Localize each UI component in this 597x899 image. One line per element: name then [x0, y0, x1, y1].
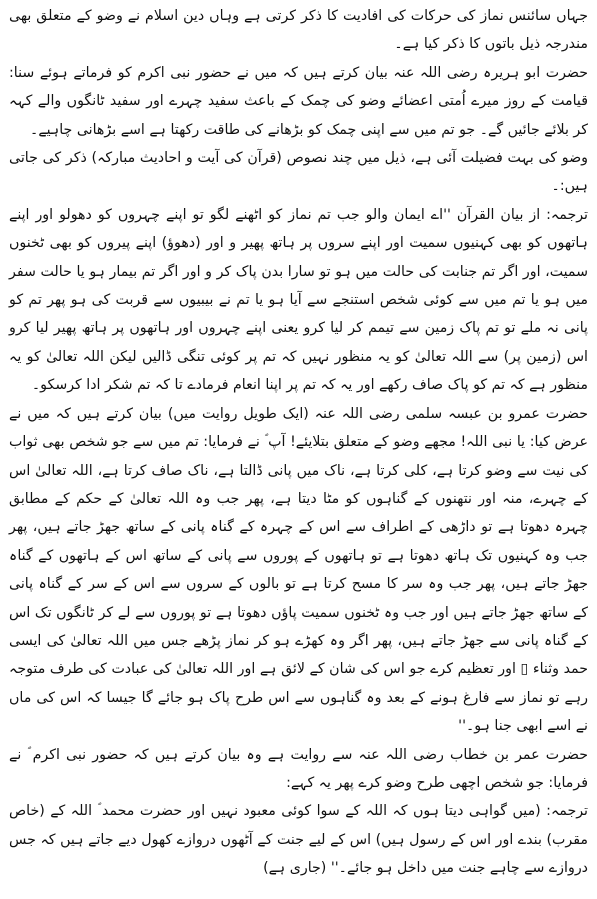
intro-paragraph: جہاں سائنس نماز کی حرکات کی افادیت کا ذکر کرتی ہے وہاں دین اسلام نے وضو کے متعلق بھی مندرجہ ذیل باتوں کا ذکر کیا ہے۔ [9, 8, 588, 53]
hadith-amr-bin-abasa-paragraph: حضرت عمرو بن عبسہ سلمی رضی اللہ عنہ (ایک طویل روایت میں) بیان کرتے ہیں کہ میں نے عرض کیا: یا نبی اللہ! مجھے وضو کے متعلق بتلایئے! آپ ؐ نے فرمایا: تم میں سے جو شخص بھی ثواب کی نیت سے وضو کرتا ہے، کلی کرتا ہے، ناک میں پانی ڈالتا ہے، ناک صاف کرتا ہے، اللہ تعالیٰ اس کے چہرے، منہ اور نتھنوں کے گناہوں کو مٹا دیتا ہے، پھر جب وہ اللہ تعالیٰ کے حکم کے مطابق چہرہ دھوتا ہے تو داڑھی کے اطراف سے اس کے چہرہ کے گناہ پانی کے ساتھ جھڑ جاتے ہیں، پھر جب وہ کہنیوں تک ہاتھ دھوتا ہے تو ہاتھوں کے پوروں سے پانی کے ساتھ اس کے ہاتھوں کے گناہ جھڑ جاتے ہیں، پھر جب وہ سر کا مسح کرتا ہے تو بالوں کے سروں سے اس کے سر کے گناہ پانی کے ساتھ جھڑ جاتے ہیں اور جب وہ ٹخنوں سمیت پاؤں دھوتا ہے تو پوروں سے لے کر ٹانگوں تک اس کے گناہ پانی سے جھڑ جاتے ہیں، پھر اگر وہ کھڑے ہو کر نماز پڑھے جس میں اللہ تعالیٰ کی ایسی حمد وثناء ▯ اور تعظیم کرے جو اس کی شان کے لائق ہے اور اللہ تعالیٰ کی عبادت کی طرف متوجہ رہے تو نماز سے فارغ ہونے کے بعد وہ گناہوں سے اس طرح پاک ہو جائے گا جیسا کہ اس کی ماں نے اسے ابھی جنا ہو۔'' [9, 405, 588, 735]
shahada-translation-paragraph: ترجمہ: (میں گواہی دیتا ہوں کہ اللہ کے سوا کوئی معبود نہیں اور حضرت محمد ؐ اللہ کے (خاص مقرب) بندے اور اس کے رسول ہیں) اس کے لیے جنت کے آٹھوں دروازے کھول دیے جاتے ہیں کہ جس دروازے سے چاہے جنت میں داخل ہو جائے۔'' (جاری ہے) [9, 803, 588, 877]
hadith-abu-hurairah-paragraph: حضرت ابو ہریرہ رضی اللہ عنہ بیان کرتے ہیں کہ میں نے حضور نبی اکرم کو فرماتے ہوئے سنا: قیامت کے روز میرے اُمتی اعضائے وضو کی چمک کے باعث سفید چہرے اور سفید ٹانگوں والے کہہ کر بلائے جائیں گے۔ جو تم میں سے اپنی چمک کو بڑھانے کی طاقت رکھتا ہے اسے بڑھانی چاہیے۔ [9, 64, 588, 138]
hadith-umar-paragraph: حضرت عمر بن خطاب رضی اللہ عنہ سے روایت ہے وہ بیان کرتے ہیں کہ حضور نبی اکرم ؐ نے فرمایا: جو شخص اچھی طرح وضو کرے پھر یہ کہے: [9, 746, 588, 791]
virtue-intro-paragraph: وضو کی بہت فضیلت آئی ہے، ذیل میں چند نصوص (قرآن کی آیت و احادیث مبارکہ) ذکر کی جاتی ہیں:۔ [9, 150, 588, 195]
quran-translation-paragraph: ترجمہ: از بیان القرآن ''اے ایمان والو جب تم نماز کو اٹھنے لگو تو اپنے چہروں کو دھولو اور اپنے ہاتھوں کو بھی کہنیوں سمیت اور اپنے سروں پر ہاتھ پھیر و اور (دھوؤ) اپنے پیروں کو بھی ٹخنوں سمیت، اور اگر تم جنابت کی حالت میں ہو تو سارا بدن پاک کر و اور اگر تم بیمار ہو یا حالت سفر میں ہو یا تم میں سے کوئی شخص استنجے سے آیا ہو یا تم نے بیبیوں سے قربت کی ہو پھر تم کو پانی نہ ملے تو تم پاک زمین سے تیمم کر لیا کرو یعنی اپنے چہروں اور ہاتھوں پر ہاتھ پھیر لیا کرو اس (زمین پر) سے اللہ تعالیٰ کو یہ منظور نہیں کہ تم پر کوئی تنگی ڈالیں لیکن اللہ تعالیٰ کو یہ منظور ہے کہ تم کو پاک صاف رکھے اور یہ کہ تم پر اپنا انعام فرمادے تا کہ تم شکر ادا کرسکو۔ [9, 206, 588, 394]
